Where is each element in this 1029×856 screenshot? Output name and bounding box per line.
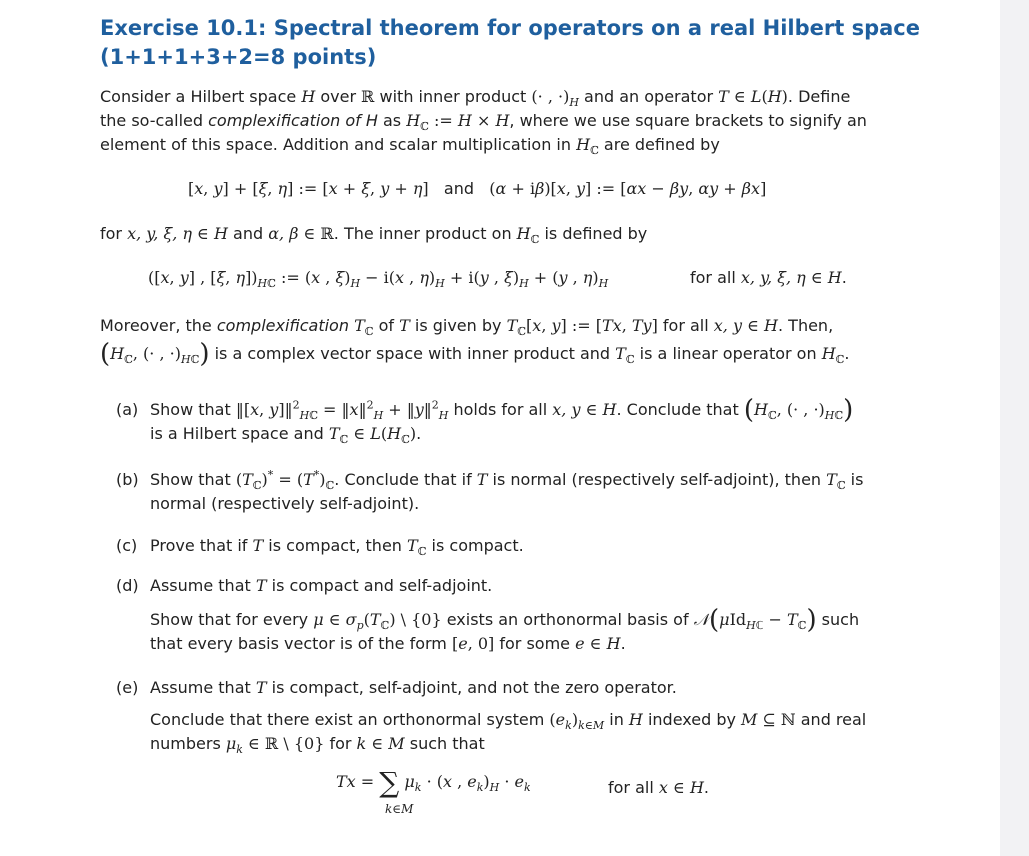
addition-scalar-equation: [x, y] + [ξ, η] := [x + ξ, y + η] and (α + iβ)[x, y] := [αx − βy, αy + βx] xyxy=(188,179,767,198)
moreover-paragraph xyxy=(100,314,920,369)
inner-product-equation: ([x, y] , [ξ, $\eta])_{Hℂ}$ := (x , $\xi)_H - i(x$ , $\eta)_H + i(y$ , $\xi)_H + (y$ , $\eta)_H$ xyxy=(148,268,609,291)
item-a-text: Show that ‖[x, y]‖$^2_{Hℂ}$ = ‖x‖$^2_H$ + ‖y‖$^2_H$ holds for all x, y ∈ H. Conclude that ($H_ℂ$, (· , $\cdot)_{Hℂ}$) is a Hilbert space and $T_ℂ$ ∈ $L(H_ℂ)$. xyxy=(150,395,854,447)
variables-line: for x, y, ξ, η ∈ H and α, β ∈ ℝ. The inner product on $H_ℂ$ is defined by xyxy=(100,224,648,247)
spectral-sum-equation: Tx = ∑ $\mu_k \cdot (x$ , $e_k)_H \cdot e_k$ xyxy=(336,766,531,799)
exercise-title xyxy=(100,14,980,72)
item-c-text: Prove that if T is compact, then $T_ℂ$ is compact. xyxy=(150,536,524,559)
item-d-label: (d) xyxy=(116,576,139,595)
title-line-1: Exercise 10.1: Spectral theorem for operators on a real Hilbert space xyxy=(100,16,920,40)
intro-line-3: element of this space. Addition and scalar multiplication in $H_ℂ$ are defined by xyxy=(100,135,720,158)
title-line-2: (1+1+1+3+2=8 points) xyxy=(100,45,377,69)
item-a-label: (a) xyxy=(116,400,139,419)
sum-index: k∈M xyxy=(385,802,414,816)
item-e-label: (e) xyxy=(116,678,139,697)
item-e-text: Assume that T is compact, self-adjoint, and not the zero operator. Conclude that there exist an orthonormal system $(e_k)_{k\in M}$ in H indexed by M ⊆ ℕ and real numbers $\mu_k$ ∈ ℝ \ {0} for k ∈ M such that xyxy=(150,678,867,757)
sum-condition: for all x ∈ H. xyxy=(608,778,709,797)
intro-line-2: the so-called complexification of H as $H_ℂ$ := H × H, where we use square brackets to signify an xyxy=(100,111,867,134)
inner-product-condition: for all x, y, ξ, η ∈ H. xyxy=(690,268,847,287)
item-b-label: (b) xyxy=(116,470,139,489)
item-d-text: Assume that T is compact and self-adjoint. Show that for every μ ∈ $\sigma_p(T_ℂ)$ \ {0} exists an orthonormal basis of 𝒩(μId$_{Hℂ}$ − $T_ℂ$) such that every basis vector is of the form [e, 0] for some e ∈ H. xyxy=(150,576,860,653)
intro-paragraph xyxy=(100,85,920,157)
item-c-label: (c) xyxy=(116,536,138,555)
intro-line-1: Consider a Hilbert space H over ℝ with inner product (· , $\cdot)_H$ and an operator T ∈ L(H). Define xyxy=(100,87,851,110)
item-b-text: Show that $(T_ℂ)^* = (T^*)_ℂ$. Conclude that if T is normal (respectively self-adjoint), then $T_ℂ$ is normal (respectively self-adjoint). xyxy=(150,468,864,513)
moreover-line-1: Moreover, the complexification $T_ℂ$ of T is given by $T_ℂ[x$, y] := [Tx, Ty] for all x, y ∈ H. Then, xyxy=(100,316,834,339)
moreover-line-2: ($H_ℂ$, (· , $\cdot)_{Hℂ}$) is a complex vector space with inner product and $T_ℂ$ is a linear operator on $H_ℂ$. xyxy=(100,339,850,369)
